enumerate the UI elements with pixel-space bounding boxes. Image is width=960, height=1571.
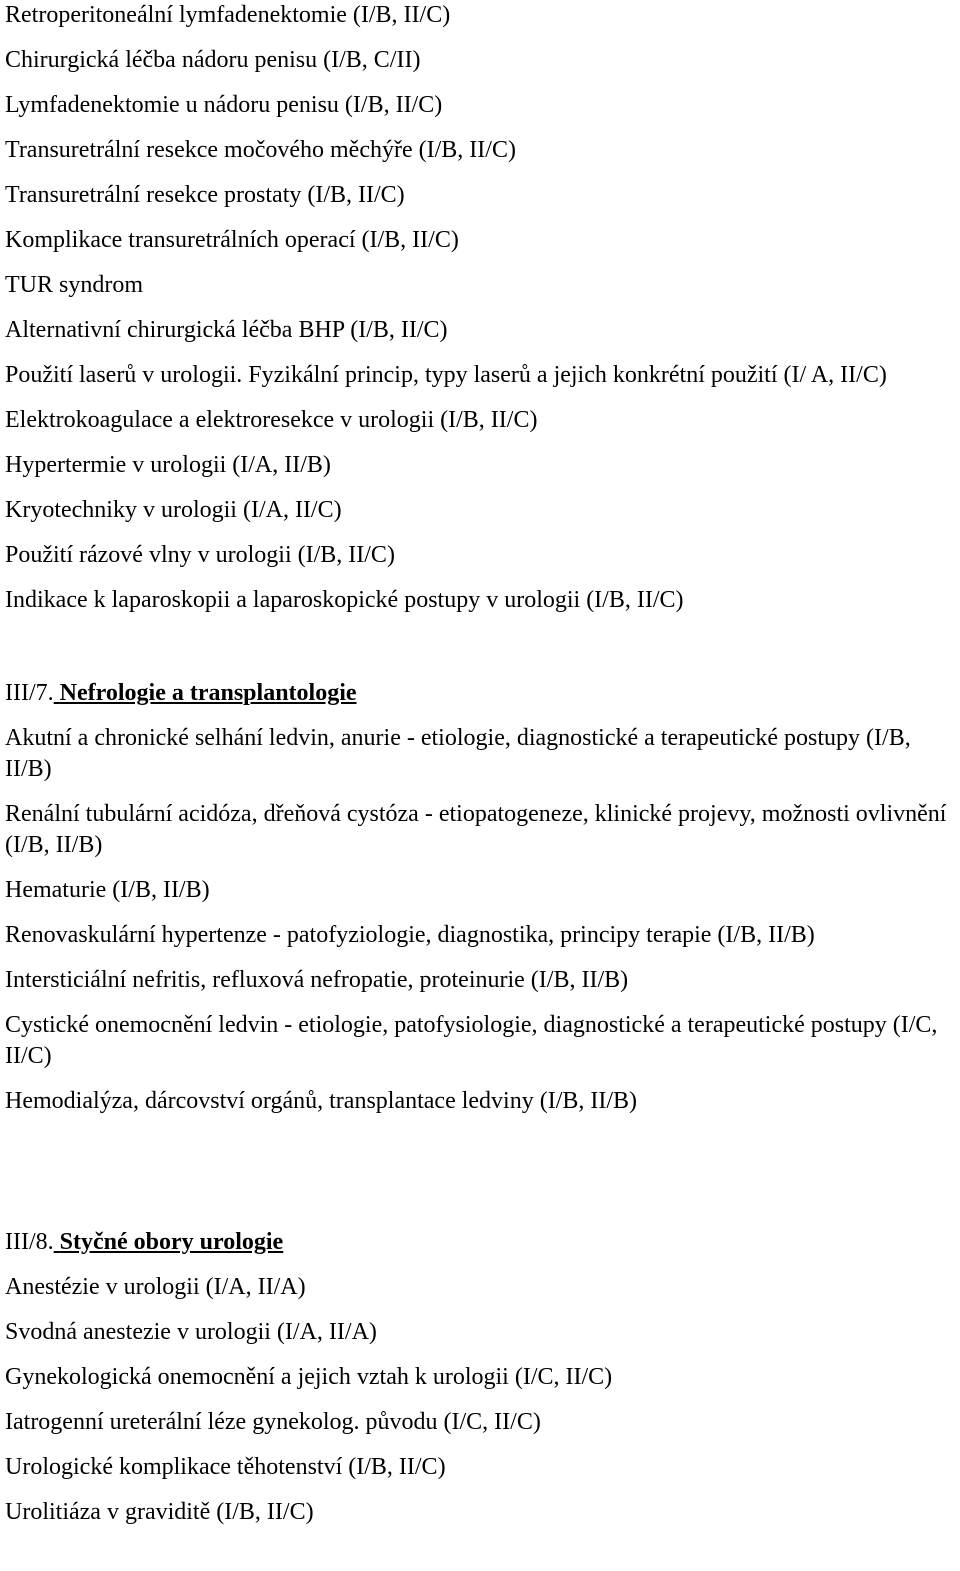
list-item: Elektrokoagulace a elektroresekce v urologii (I/B, II/C) (5, 407, 538, 433)
section-8 (5, 1227, 957, 1528)
section-title: Nefrologie a transplantologie (59, 680, 357, 706)
list-item: Transuretrální resekce močového měchýře (I/B, II/C) (5, 137, 516, 163)
section-6-list (5, 0, 957, 616)
list-item: Hemodialýza, dárcovství orgánů, transplantace ledviny (I/B, II/B) (5, 1088, 638, 1114)
list-item: Hypertermie v urologii (I/A, II/B) (5, 452, 331, 478)
list-item: Renální tubulární acidóza, dřeňová cystóza - etiopatogeneze, klinické projevy, možnosti ovlivnění (I/B, II/B) (5, 801, 947, 858)
section-number: III/8. (5, 1229, 54, 1255)
list-item: Urolitiáza v graviditě (I/B, II/C) (5, 1499, 314, 1525)
list-item: Retroperitoneální lymfadenektomie (I/B, II/C) (5, 2, 451, 28)
list-item: Anestézie v urologii (I/A, II/A) (5, 1274, 306, 1300)
list-item: Iatrogenní ureterální léze gynekolog. původu (I/C, II/C) (5, 1409, 541, 1435)
list-item: Transuretrální resekce prostaty (I/B, II/C) (5, 182, 405, 208)
list-item: Svodná anestezie v urologii (I/A, II/A) (5, 1319, 377, 1345)
list-item: Akutní a chronické selhání ledvin, anurie - etiologie, diagnostické a terapeutické postupy (I/B, II/B) (5, 725, 911, 782)
document-page (5, 0, 957, 1528)
section-7 (5, 678, 957, 1117)
list-item: TUR syndrom (5, 272, 143, 298)
list-item: Lymfadenektomie u nádoru penisu (I/B, II/C) (5, 92, 443, 118)
list-item: Indikace k laparoskopii a laparoskopické postupy v urologii (I/B, II/C) (5, 587, 684, 613)
list-item: Urologické komplikace těhotenství (I/B, II/C) (5, 1454, 446, 1480)
list-item: Chirurgická léčba nádoru penisu (I/B, C/II) (5, 47, 421, 73)
list-item: Renovaskulární hypertenze - patofyziologie, diagnostika, principy terapie (I/B, II/B) (5, 922, 815, 948)
list-item: Použití rázové vlny v urologii (I/B, II/C) (5, 542, 395, 568)
list-item: Kryotechniky v urologii (I/A, II/C) (5, 497, 342, 523)
section-heading (5, 1227, 957, 1258)
list-item: Cystické onemocnění ledvin - etiologie, patofysiologie, diagnostické a terapeutické postupy (I/C, II/C) (5, 1012, 938, 1069)
section-title: Styčné obory urologie (59, 1229, 284, 1255)
list-item: Použití laserů v urologii. Fyzikální princip, typy laserů a jejich konkrétní použití (I/ A, II/C) (5, 362, 887, 388)
list-item: Intersticiální nefritis, refluxová nefropatie, proteinurie (I/B, II/B) (5, 967, 629, 993)
list-item: Hematurie (I/B, II/B) (5, 877, 210, 903)
section-heading (5, 678, 957, 709)
list-item: Alternativní chirurgická léčba BHP (I/B, II/C) (5, 317, 448, 343)
list-item: Gynekologická onemocnění a jejich vztah k urologii (I/C, II/C) (5, 1364, 613, 1390)
section-number: III/7. (5, 680, 54, 706)
list-item: Komplikace transuretrálních operací (I/B, II/C) (5, 227, 459, 253)
